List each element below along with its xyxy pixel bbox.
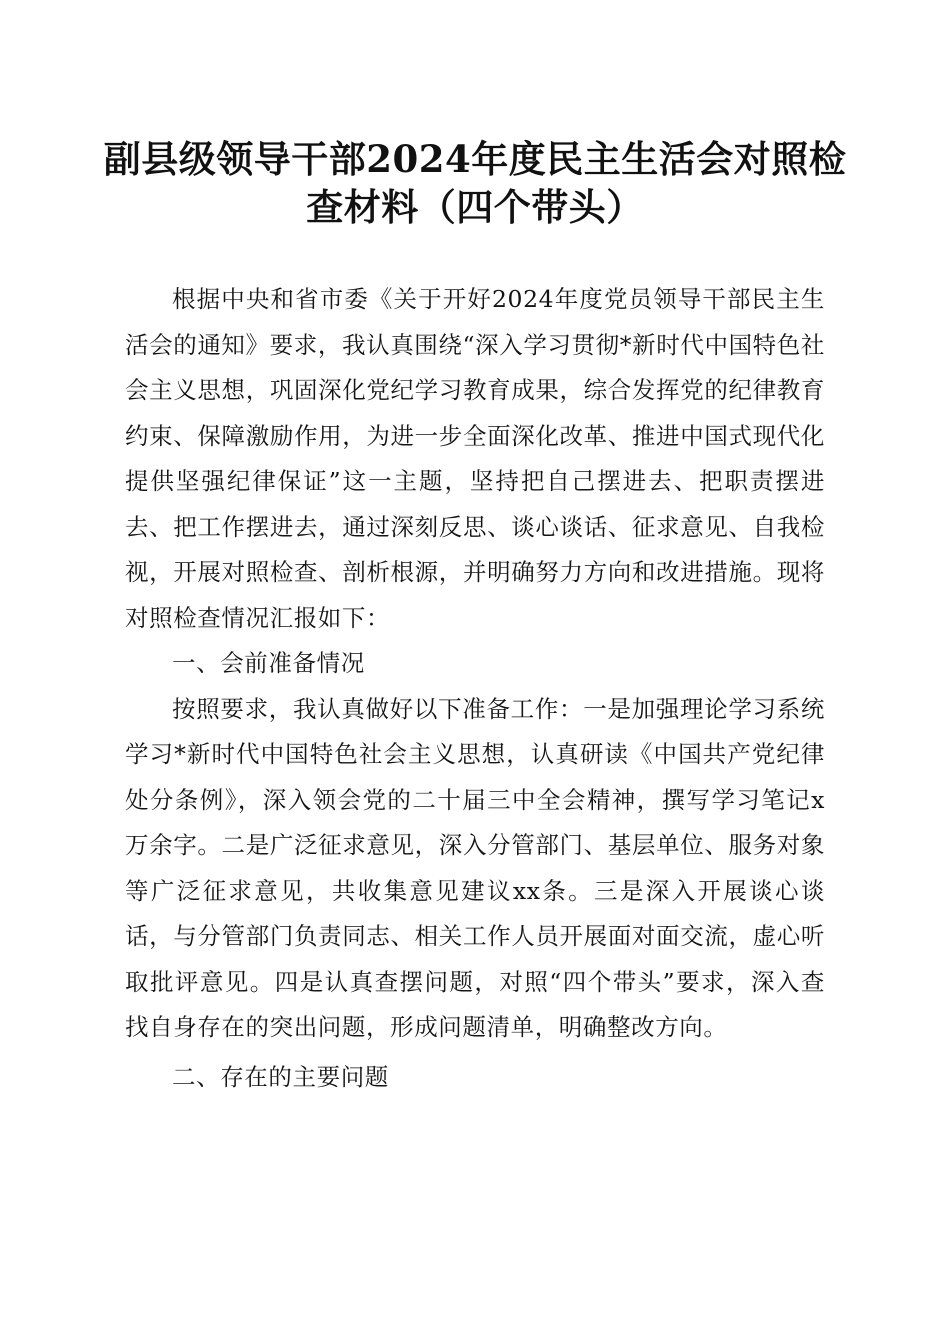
- intro-paragraph: 根据中央和省市委《关于开好2024年度党员领导干部民主生活会的通知》要求，我认真围绕“深入学习贯彻*新时代中国特色社会主义思想，巩固深化党纪学习教育成果，综合发挥党的纪律教育约束、保障激励作用，为进一步全面深化改革、推进中国式现代化提供坚强纪律保证”这一主题，坚持把自己摆进去、把职责摆进去、把工作摆进去，通过深刻反思、谈心谈话、征求意见、自我检视，开展对照检查、剖析根源，并明确努力方向和改进措施。现将对照检查情况汇报如下：: [125, 285, 825, 632]
- section-heading-preparation: 一、会前准备情况: [172, 649, 365, 677]
- section-heading-problems: 二、存在的主要问题: [172, 1062, 389, 1091]
- title-line-1: 副县级领导干部2024年度民主生活会对照检: [103, 137, 847, 181]
- preparation-paragraph: 按照要求，我认真做好以下准备工作：一是加强理论学习系统学习*新时代中国特色社会主义思想，认真研读《中国共产党纪律处分条例》，深入领会党的二十届三中全会精神，撰写学习笔记x万余字。二是广泛征求意见，深入分管部门、基层单位、服务对象等广泛征求意见，共收集意见建议xx条。三是深入开展谈心谈话，与分管部门负责同志、相关工作人员开展面对面交流，虚心听取批评意见。四是认真查摆问题，对照“四个带头”要求，深入查找自身存在的突出问题，形成问题清单，明确整改方向。: [125, 694, 825, 1041]
- title-line-2: 查材料（四个带头）: [306, 185, 644, 229]
- document-title: [100, 135, 850, 231]
- document-body: [125, 277, 825, 1100]
